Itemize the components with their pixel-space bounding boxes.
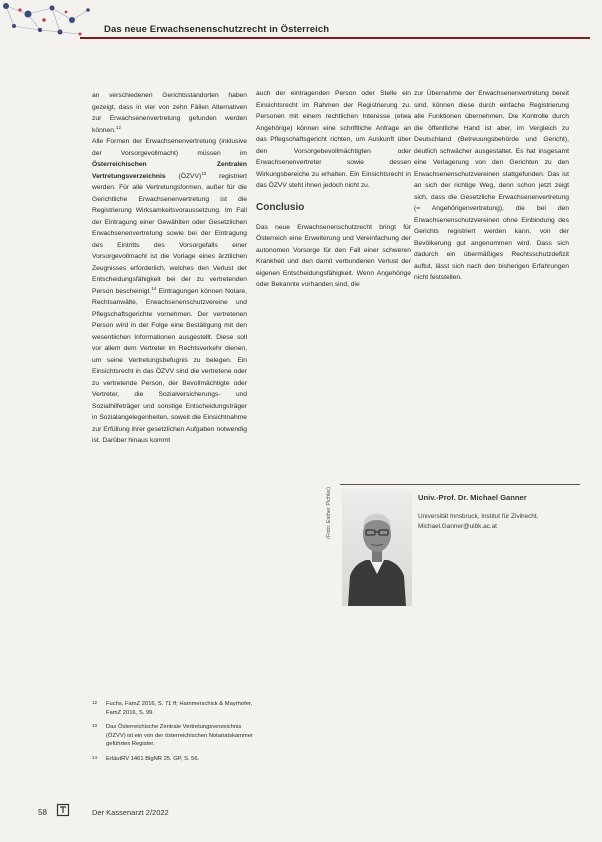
section-heading: Conclusio [256, 201, 305, 213]
portrait-image-icon [342, 490, 412, 606]
footnote-item [92, 723, 257, 749]
paragraph: Alle Formen der Erwachsenenvertretung (inklusive der Vorsorgevollmacht) müssen im Österreichischen Zentralen Vertretungsverzeichnis (ÖZVV)$^{13}$ registriert werden. Für alle Vertretungsformen, außer für die Gerichtliche Erwachsenenvertretung ist die Registrierung Wirksamkeitsvoraussetzung. Im Fall der Eintragung einer Gewählten oder Gesetzlichen Erwachsenenvertretung sowie bei der Eintragung des Eintritts des Vorsorgefalls einer Vorsorgevollmacht ist die Vorlage eines ärztlichen Zeugnisses erforderlich, welches den Verlust der Entscheidungsfähigkeit bei der zu vertretenden Person bescheinigt.$^{14}$ Eintragungen können Notare, Rechtsanwälte, Erwachsenenschutzvereine und Pflegschaftsgerichte vornehmen. Der vertretenen Person wird in der Folge eine Bestätigung mit den wesentlichen Informationen ausgestellt. Diese soll vor allem dem Vertreter im Rechtsverkehr dienen, um seine Vertretungsbefugnis zu belegen. Ein Einsichtsrecht in das ÖZVV sind die vertretene oder zu vertretende Person, der Bevollmächtigte oder Vertreter, die Sozialversicherungs- und Sozialhilfeträger und sonstige Entscheidungsträger in Sozialangelegenheiten, soweit die Einsichtnahme zur Erfüllung ihrer gesetzlichen Aufgaben notwendig ist. Darüber hinaus kommt [92, 138, 247, 444]
text-column-3 [414, 88, 569, 284]
page-number: 58 [38, 808, 47, 817]
footnote-ref[interactable]: 12 [115, 124, 121, 130]
photo-credit: (Foto: Esther Pichler) [326, 487, 332, 539]
book-logo-icon [56, 803, 70, 817]
footnote-number: 12 [92, 700, 98, 705]
footnote-text: Das Österreichische Zentrale Vertretungsverzeichnis (ÖZVV) ist ein von der österreichischen Notariatskammer geführtes Register. [106, 724, 253, 747]
header-divider [80, 37, 590, 39]
footnote-item [92, 700, 257, 717]
paragraph: Das neue Erwachsenenschutzrecht bringt für Österreich eine Erweiterung und Vereinfachung der autonomen Vorsorge für den Fall einer schweren Krankheit und den damit verbundenen Verlust der eigenen Entscheidungsfähigkeit. Wenn Angehörige oder Bekannte vorhanden sind, die [256, 223, 411, 288]
author-name: Univ.-Prof. Dr. Michael Ganner [418, 493, 527, 502]
bold-term: Österreichischen Zentralen Vertretungsverzeichnis [92, 161, 247, 180]
publication-name: Der Kassenarzt 2/2022 [92, 808, 169, 817]
footnote-number: 14 [92, 754, 98, 760]
network-graphic-icon [0, 0, 100, 40]
footnote-ref[interactable]: 13 [201, 170, 207, 176]
footnote-number: 13 [92, 723, 98, 728]
author-email[interactable]: Michael.Ganner@uibk.ac.at [418, 523, 497, 530]
text-column-1 [92, 90, 247, 447]
footnote-text: ErläutRV 1461 BlgNR 25. GP, S. 56. [106, 755, 200, 762]
author-affiliation: Universität Innsbruck, Institut für Zivilrecht, Michael.Ganner@uibk.ac.at [418, 513, 539, 530]
footnote-item [92, 755, 257, 764]
page-header [0, 0, 602, 40]
footnotes [92, 700, 257, 769]
author-divider [340, 484, 580, 485]
footnote-ref[interactable]: 14 [151, 285, 157, 291]
author-box [320, 484, 580, 614]
page-footer [0, 800, 602, 830]
author-photo [342, 490, 412, 606]
header-title: Das neue Erwachsenenschutzrecht in Österreich [104, 24, 330, 35]
paragraph: an verschiedenen Gerichtsstandorten haben gezeigt, dass in vier von zehn Fällen Alternativen zur Erwachsenenvertretung gefunden werden können.$^{12}$ [92, 92, 247, 134]
paragraph: auch der eintragenden Person oder Stelle ein Einsichtsrecht im Rahmen der Registrierung zu. Personen mit einem rechtlichen Interesse (etwa Angehörige) können eine schriftliche Anfrage an das Pflegschaftsgericht richten, um Auskunft über den Vorsorgebevollmächtigten oder Erwachsenenvertreter sowie dessen Wirkungsbereiche zu erhalten. Ein Einsichtsrecht in das ÖZVV steht ihnen jedoch nicht zu. [256, 90, 411, 189]
paragraph: zur Übernahme der Erwachsenenvertretung bereit sind, können diese durch einfache Registrierung alle Funktionen übernehmen. Die Kontrolle durch die öffentliche Hand ist aber, im Vergleich zu Deutschland (Betreuungsbehörde und Gericht), deutlich schwächer ausgestaltet. Es hat insgesamt eine Verlagerung von den Gerichten zu den Erwachsenenschutzvereinen stattgefunden. Das ist an sich der richtige Weg, denn schon jetzt zeigt sich, dass die Gesetzliche Erwachsenenvertretung (= Angehörigenvertretung), die bei den Erwachsenenschutzvereinen ohne Einbindung des Gerichts registriert werden kann, von der Bevölkerung gut angenommen wird. Dass sich dadurch ein übermäßiges Rechtsschutzdefizit auftut, lässt sich nach den bisherigen Erfahrungen nicht feststellen. [414, 90, 569, 281]
text-column-2 [256, 88, 411, 291]
footnote-text: Fuchs, FamZ 2016, S. 71 ff; Hammerschick & Mayrhofer, FamZ 2016, S. 99. [106, 701, 253, 716]
